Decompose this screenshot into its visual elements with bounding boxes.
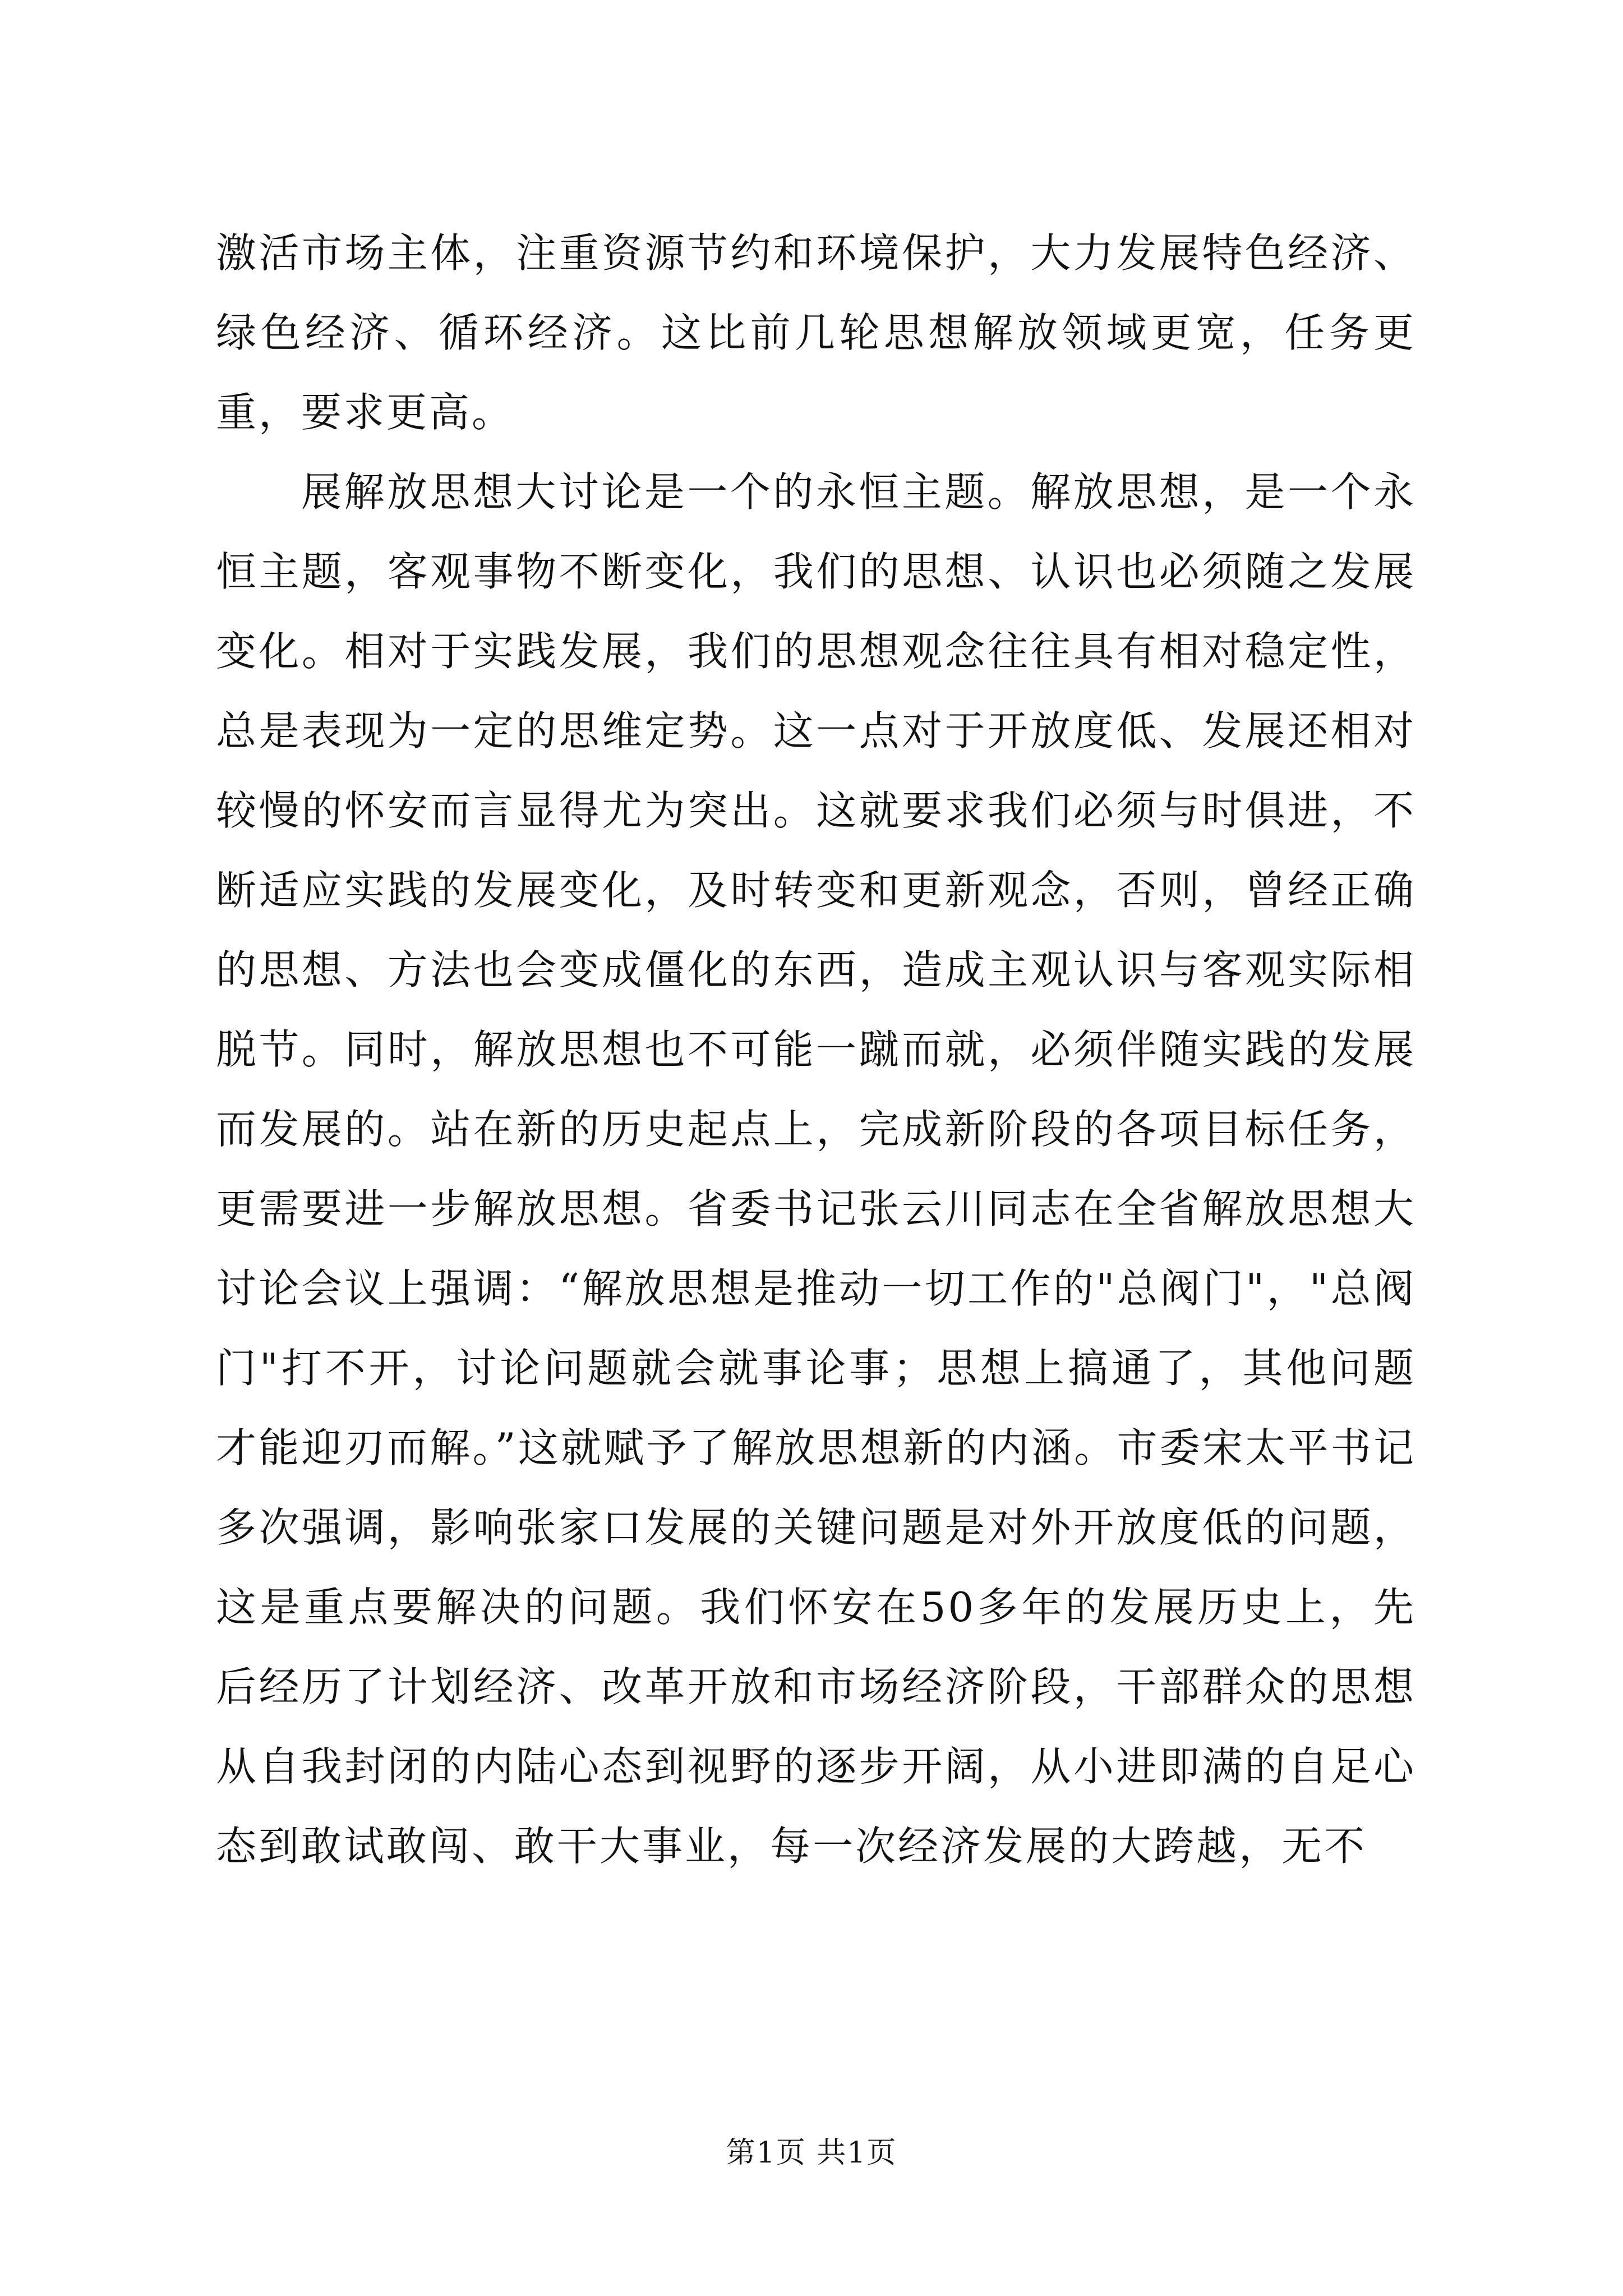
document-body [216, 213, 1416, 1886]
page-footer: 第1页 共1页 [726, 2136, 897, 2170]
paragraph-continuation: 激活市场主体，注重资源节约和环境保护，大力发展特色经济、绿色经济、循环经济。这比前几轮思想解放领域更宽，任务更重，要求更高。 [216, 229, 1416, 436]
paragraph-main: 展解放思想大讨论是一个的永恒主题。解放思想，是一个永恒主题，客观事物不断变化，我们的思想、认识也必须随之发展变化。相对于实践发展，我们的思想观念往往具有相对稳定性，总是表现为一定的思维定势。这一点对于开放度低、发展还相对较慢的怀安而言显得尤为突出。这就要求我们必须与时俱进，不断适应实践的发展变化，及时转变和更新观念，否则，曾经正确的思想、方法也会变成僵化的东西，造成主观认识与客观实际相脱节。同时，解放思想也不可能一蹴而就，必须伴随实践的发展而发展的。站在新的历史起点上，完成新阶段的各项目标任务，更需要进一步解放思想。省委书记张云川同志在全省解放思想大讨论会议上强调：“解放思想是推动一切工作的"总阀门"，"总阀门"打不开，讨论问题就会就事论事；思想上搞通了，其他问题才能迎刃而解。”这就赋予了解放思想新的内涵。市委宋太平书记多次强调，影响张家口发展的关键问题是对外开放度低的问题，这是重点要解决的问题。我们怀安在50多年的发展历史上，先后经历了计划经济、改革开放和市场经济阶段，干部群众的思想从自我封闭的内陆心态到视野的逐步开阔，从小进即满的自足心态到敢试敢闯、敢干大事业，每一次经济发展的大跨越，无不 [216, 468, 1416, 1870]
